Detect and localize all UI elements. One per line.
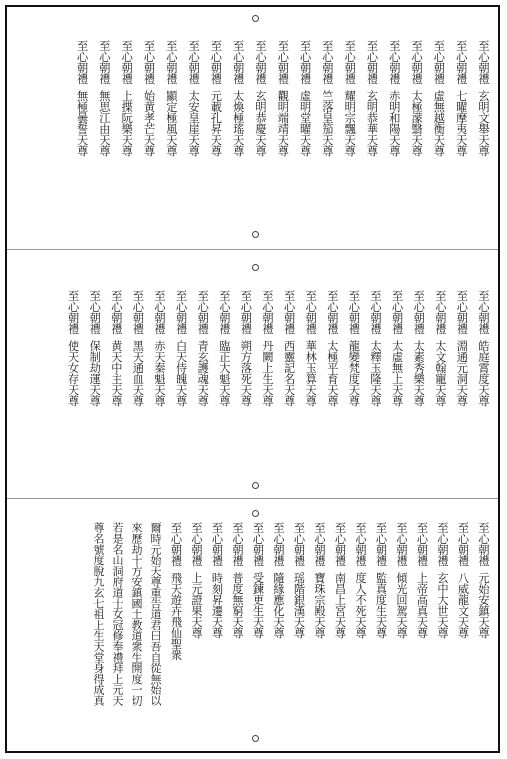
invocation-column xyxy=(169,522,183,660)
invocation-column xyxy=(454,290,468,406)
invocation-prefix: 至心朝禮 xyxy=(354,522,367,566)
invocation-prefix: 至心朝禮 xyxy=(432,40,446,84)
deity-title: 青玄護魂天尊 xyxy=(196,340,210,406)
invocation-column xyxy=(282,290,296,406)
invocation-prefix: 至心朝禮 xyxy=(272,522,285,566)
invocation-column xyxy=(325,290,339,406)
invocation-prefix: 至心朝禮 xyxy=(120,40,134,84)
invocation-column xyxy=(253,40,267,156)
invocation-column xyxy=(454,40,468,156)
fold-divider xyxy=(7,498,498,499)
deity-title: 黄天中主天尊 xyxy=(109,340,123,406)
invocation-column xyxy=(292,522,306,638)
invocation-prefix: 至心朝禮 xyxy=(477,40,490,84)
deity-title: 始黄孝芒天尊 xyxy=(142,90,156,156)
deity-title: 玄中大世天尊 xyxy=(436,572,449,638)
invocation-column xyxy=(298,40,312,156)
invocation-prefix: 至心朝禮 xyxy=(231,522,244,566)
deity-title: 元載孔昇天尊 xyxy=(209,90,223,156)
invocation-prefix: 至心朝禮 xyxy=(343,40,357,84)
invocation-prefix: 至心朝禮 xyxy=(88,290,102,334)
deity-title: 顯定極風天尊 xyxy=(164,90,178,156)
invocation-column xyxy=(435,522,449,638)
deity-title: 太極濛翳天尊 xyxy=(410,90,424,156)
deity-title: 皓庭霄度天尊 xyxy=(477,340,490,406)
deity-title: 上揲阮樂天尊 xyxy=(120,90,134,156)
invocation-column xyxy=(130,290,144,406)
deity-title: 虛無越衡天尊 xyxy=(432,90,446,156)
invocation-column xyxy=(230,522,244,638)
invocation-prefix: 至心朝禮 xyxy=(217,290,231,334)
deity-title: 龍變梵度天尊 xyxy=(347,340,361,406)
invocation-column xyxy=(303,290,317,406)
deity-title: 監真度生天尊 xyxy=(374,572,388,638)
text-panel-bottom xyxy=(10,522,496,737)
invocation-column xyxy=(164,40,178,156)
closing-text-line: 來歷劫十方安鎮國土教道衆生開度一切 xyxy=(130,522,143,706)
invocation-column xyxy=(390,290,404,406)
invocation-column xyxy=(415,522,429,638)
invocation-column xyxy=(394,522,408,638)
invocation-prefix: 至心朝禮 xyxy=(142,40,156,84)
deity-title: 太虛無上天尊 xyxy=(390,340,404,406)
invocation-prefix: 至心朝禮 xyxy=(412,290,426,334)
invocation-prefix: 至心朝禮 xyxy=(231,40,245,84)
invocation-prefix: 至心朝禮 xyxy=(209,40,223,84)
invocation-column xyxy=(333,522,347,638)
deity-title: 使天女存天尊 xyxy=(66,340,80,406)
invocation-column xyxy=(476,290,490,406)
invocation-column xyxy=(195,290,209,406)
deity-title: 隨緣應化天尊 xyxy=(272,572,285,638)
deity-title: 傾光回駕天尊 xyxy=(395,572,408,638)
deity-title: 西靈記名天尊 xyxy=(282,340,296,406)
deity-title: 竺落皇笳天尊 xyxy=(320,90,334,156)
deity-title: 淵通元洞天尊 xyxy=(455,340,469,406)
text-panel-middle xyxy=(10,290,496,485)
binding-ring-mark xyxy=(252,264,259,271)
deity-title: 觀明端靖天尊 xyxy=(276,90,290,156)
deity-title: 太煥極瑤天尊 xyxy=(231,90,245,156)
invocation-prefix: 至心朝禮 xyxy=(320,40,334,84)
invocation-column xyxy=(433,290,447,406)
deity-title: 上帝高真天尊 xyxy=(415,572,429,638)
deity-title: 赤天秦魁天尊 xyxy=(153,340,166,406)
invocation-prefix: 至心朝禮 xyxy=(333,522,347,566)
deity-title: 普度無窮天尊 xyxy=(231,572,244,638)
closing-text-line: 爾時元始天尊重告道君曰吾自從無始以 xyxy=(149,522,162,706)
invocation-prefix: 至心朝禮 xyxy=(456,522,470,566)
invocation-prefix: 至心朝禮 xyxy=(251,522,265,566)
invocation-column xyxy=(238,290,252,406)
deity-title: 無思江由天尊 xyxy=(97,90,111,156)
invocation-prefix: 至心朝禮 xyxy=(304,290,318,334)
invocation-prefix: 至心朝禮 xyxy=(477,522,490,566)
closing-text-line: 若是名山洞府道士女冠修奉禮拜上元天 xyxy=(111,522,124,706)
invocation-column xyxy=(208,40,222,156)
deity-title: 時刻昇遷天尊 xyxy=(210,572,224,638)
deity-title: 飛天遊卉飛仙聖衆 xyxy=(169,572,183,660)
invocation-column xyxy=(152,290,166,406)
invocation-column xyxy=(189,522,203,638)
deity-title: 丹闕上生天尊 xyxy=(261,340,274,406)
deity-title: 七曜摩夷天尊 xyxy=(454,90,468,156)
invocation-column xyxy=(66,290,80,406)
invocation-column xyxy=(260,290,274,406)
binding-ring-mark xyxy=(252,510,259,517)
invocation-prefix: 至心朝禮 xyxy=(325,290,339,334)
invocation-prefix: 至心朝禮 xyxy=(410,40,424,84)
invocation-prefix: 至心朝禮 xyxy=(298,40,312,84)
invocation-prefix: 至心朝禮 xyxy=(239,290,253,334)
invocation-prefix: 至心朝禮 xyxy=(395,522,408,566)
invocation-prefix: 至心朝禮 xyxy=(97,40,111,84)
invocation-prefix: 至心朝禮 xyxy=(131,290,145,334)
invocation-column xyxy=(476,522,490,638)
deity-title: 寶珠宗殿天尊 xyxy=(313,572,326,638)
invocation-column xyxy=(109,290,123,406)
deity-title: 赤明和陽天尊 xyxy=(387,90,401,156)
deity-title: 受鍊更生天尊 xyxy=(251,572,265,638)
invocation-column xyxy=(368,290,382,406)
deity-title: 太素秀樂天尊 xyxy=(412,340,426,406)
invocation-prefix: 至心朝禮 xyxy=(454,40,468,84)
deity-title: 太極平育天尊 xyxy=(325,340,339,406)
invocation-column xyxy=(251,522,265,638)
deity-title: 玄明恭慶天尊 xyxy=(254,90,267,156)
invocation-column xyxy=(142,40,156,156)
invocation-prefix: 至心朝禮 xyxy=(455,290,469,334)
closing-text-line: 尊名號度脫九玄七祖上生天堂身得成真 xyxy=(92,522,105,706)
invocation-prefix: 至心朝禮 xyxy=(292,522,306,566)
invocation-column xyxy=(271,522,285,638)
deity-title: 玄明恭華天尊 xyxy=(365,90,379,156)
invocation-prefix: 至心朝禮 xyxy=(75,40,89,84)
deity-title: 瑶階銀漢天尊 xyxy=(292,572,306,638)
invocation-column xyxy=(342,40,356,156)
deity-title: 華林玉算天尊 xyxy=(304,340,318,406)
invocation-column xyxy=(353,522,367,638)
deity-title: 保制劫運天尊 xyxy=(88,340,102,406)
invocation-prefix: 至心朝禮 xyxy=(374,522,388,566)
fold-divider xyxy=(7,249,498,250)
invocation-prefix: 至心朝禮 xyxy=(436,522,449,566)
invocation-column xyxy=(97,40,111,156)
invocation-prefix: 至心朝禮 xyxy=(261,290,274,334)
deity-title: 元始安鎮天尊 xyxy=(477,572,490,638)
invocation-column xyxy=(231,40,245,156)
invocation-prefix: 至心朝禮 xyxy=(174,290,188,334)
deity-title: 虛明堂曜天尊 xyxy=(298,90,312,156)
deity-title: 臨正大魁天尊 xyxy=(217,340,231,406)
invocation-column xyxy=(275,40,289,156)
invocation-column xyxy=(75,40,89,156)
invocation-prefix: 至心朝禮 xyxy=(210,522,224,566)
invocation-prefix: 至心朝禮 xyxy=(153,290,166,334)
invocation-prefix: 至心朝禮 xyxy=(313,522,326,566)
deity-title: 太文翰寵天尊 xyxy=(433,340,447,406)
invocation-column xyxy=(411,290,425,406)
invocation-prefix: 至心朝禮 xyxy=(369,290,382,334)
invocation-column xyxy=(374,522,388,638)
deity-title: 太安皇崖天尊 xyxy=(187,90,201,156)
invocation-column xyxy=(387,40,401,156)
invocation-prefix: 至心朝禮 xyxy=(347,290,361,334)
deity-title: 無極曇誓天尊 xyxy=(75,90,89,156)
invocation-prefix: 至心朝禮 xyxy=(415,522,429,566)
invocation-prefix: 至心朝禮 xyxy=(196,290,210,334)
invocation-column xyxy=(174,290,188,406)
deity-title: 南昌上宮天尊 xyxy=(333,572,347,638)
invocation-column xyxy=(456,522,470,638)
invocation-prefix: 至心朝禮 xyxy=(254,40,267,84)
invocation-prefix: 至心朝禮 xyxy=(433,290,447,334)
deity-title: 度人不死天尊 xyxy=(354,572,367,638)
deity-title: 上元證果天尊 xyxy=(190,572,203,638)
deity-title: 耀明宗飄天尊 xyxy=(343,90,357,156)
invocation-column xyxy=(119,40,133,156)
invocation-prefix: 至心朝禮 xyxy=(387,40,401,84)
deity-title: 太釋玉隆天尊 xyxy=(369,340,382,406)
invocation-prefix: 至心朝禮 xyxy=(390,290,404,334)
invocation-column xyxy=(409,40,423,156)
deity-title: 黑天通血天尊 xyxy=(131,340,145,406)
deity-title: 八威龍文天尊 xyxy=(456,572,470,638)
invocation-column xyxy=(431,40,445,156)
invocation-prefix: 至心朝禮 xyxy=(66,290,80,334)
invocation-prefix: 至心朝禮 xyxy=(282,290,296,334)
invocation-prefix: 至心朝禮 xyxy=(276,40,290,84)
binding-ring-mark xyxy=(252,15,259,22)
invocation-column xyxy=(312,522,326,638)
invocation-column xyxy=(210,522,224,638)
invocation-prefix: 至心朝禮 xyxy=(190,522,203,566)
invocation-column xyxy=(365,40,379,156)
invocation-column xyxy=(346,290,360,406)
invocation-prefix: 至心朝禮 xyxy=(164,40,178,84)
deity-title: 朔方落死天尊 xyxy=(239,340,253,406)
invocation-prefix: 至心朝禮 xyxy=(109,290,123,334)
invocation-column xyxy=(217,290,231,406)
deity-title: 玄明文舉天尊 xyxy=(477,90,490,156)
invocation-prefix: 至心朝禮 xyxy=(187,40,201,84)
invocation-prefix: 至心朝禮 xyxy=(365,40,379,84)
invocation-column xyxy=(186,40,200,156)
invocation-column xyxy=(320,40,334,156)
invocation-prefix: 至心朝禮 xyxy=(477,290,490,334)
invocation-prefix: 至心朝禮 xyxy=(169,522,183,566)
deity-title: 白天侍魄天尊 xyxy=(174,340,188,406)
invocation-column xyxy=(476,40,490,156)
invocation-column xyxy=(87,290,101,406)
text-panel-top xyxy=(10,40,496,235)
